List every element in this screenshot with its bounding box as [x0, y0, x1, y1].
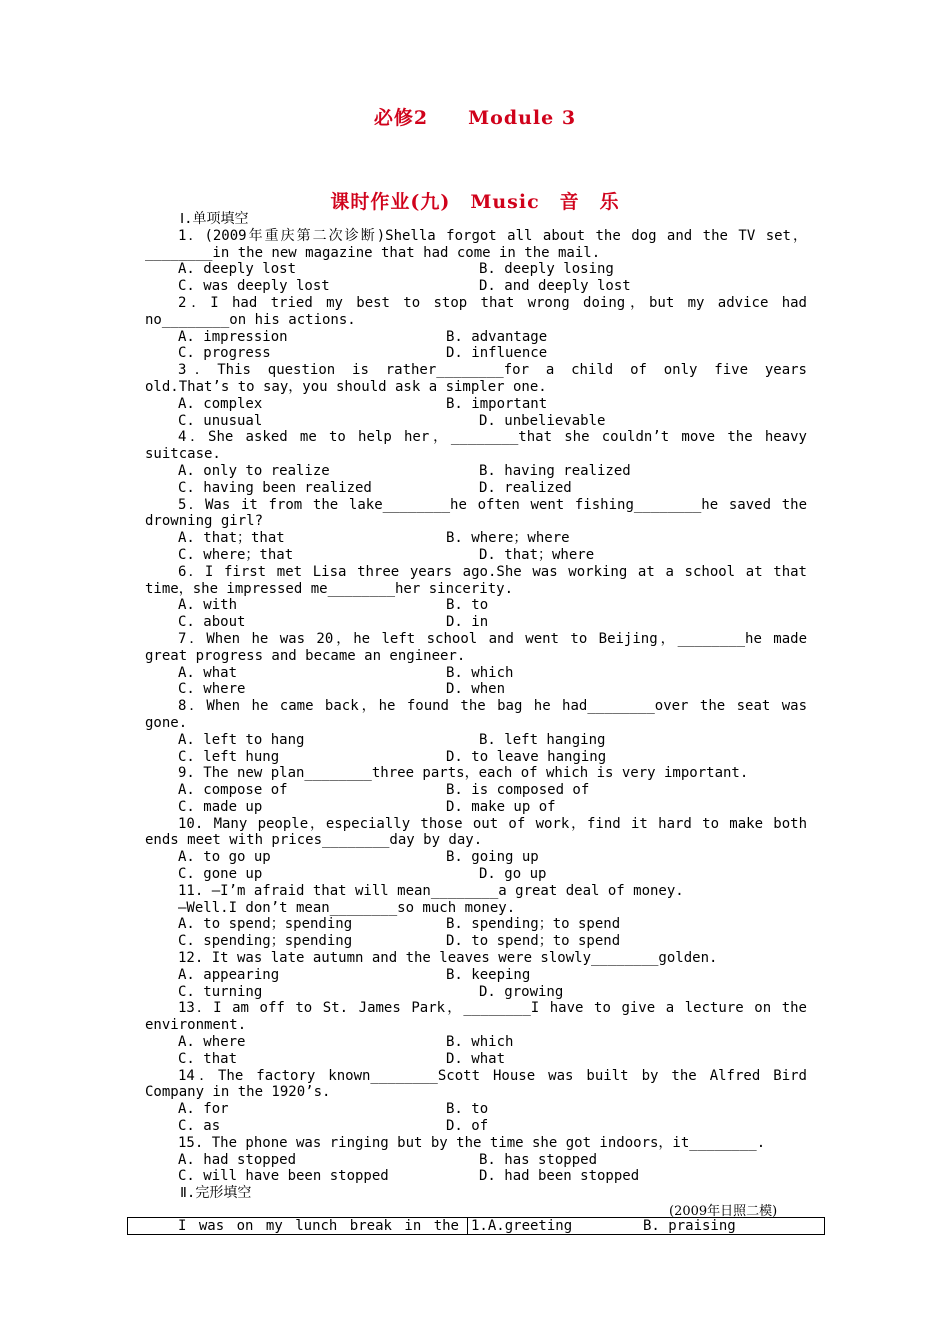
answer-option[interactable]: C. progress: [178, 345, 271, 362]
option-row: [145, 749, 807, 766]
answer-option[interactable]: A. to spend；spending: [178, 916, 353, 933]
question-stem: 10. Many people，especially those out of work，find it hard to make both ends meet with prices________day by day.: [145, 815, 807, 849]
question-stem: 3．This question is rather________for a child of only five years old.That’s to say，you should ask a simpler one.: [145, 362, 807, 395]
answer-option[interactable]: D. to spend；to spend: [446, 933, 621, 950]
option-row: [145, 1152, 807, 1169]
option-row: [145, 1118, 807, 1135]
answer-option[interactable]: D. of: [446, 1118, 489, 1135]
lesson-title: 课时作业(九) Music 音 乐: [330, 191, 620, 213]
answer-option[interactable]: A. only to realize: [178, 462, 330, 479]
answer-option[interactable]: B. is composed of: [446, 782, 590, 799]
option-row: [145, 261, 807, 278]
answer-option[interactable]: C. gone up: [178, 866, 263, 883]
option-row: [145, 396, 807, 413]
answer-option[interactable]: B. spending；to spend: [446, 916, 621, 933]
answer-option[interactable]: B. which: [446, 664, 514, 681]
answer-option[interactable]: C. turning: [178, 983, 263, 1000]
cloze-passage-cell: I was on my lunch break in the: [128, 1218, 468, 1234]
answer-option[interactable]: A. with: [178, 597, 238, 614]
answer-option[interactable]: A. had stopped: [178, 1151, 297, 1168]
answer-option[interactable]: D. when: [446, 681, 506, 698]
option-row: [145, 1101, 807, 1118]
answer-option[interactable]: B. going up: [446, 849, 539, 866]
answer-option[interactable]: D. influence: [446, 345, 548, 362]
option-row: [145, 1034, 807, 1051]
answer-option[interactable]: B. has stopped: [479, 1151, 598, 1168]
answer-option[interactable]: A. appearing: [178, 966, 280, 983]
option-row: [145, 547, 807, 564]
option-row: [145, 345, 807, 362]
answer-option[interactable]: C. will have been stopped: [178, 1168, 389, 1185]
answer-option[interactable]: C. spending；spending: [178, 933, 353, 950]
answer-option[interactable]: B. which: [446, 1034, 514, 1051]
answer-option[interactable]: C. was deeply lost: [178, 278, 330, 295]
answer-option[interactable]: B. left hanging: [479, 731, 606, 748]
answer-option[interactable]: D. what: [446, 1050, 506, 1067]
option-row: [145, 681, 807, 698]
answer-option[interactable]: C. having been realized: [178, 479, 372, 496]
answer-option[interactable]: D. that；where: [479, 546, 595, 563]
question-stem: 15. The phone was ringing but by the time she got indoors，it________.: [178, 1134, 766, 1151]
question-stem: 6．I first met Lisa three years ago.She was working at a school at that time，she impressed me________her sincerity.: [145, 563, 807, 597]
answer-option[interactable]: B. having realized: [479, 462, 631, 479]
option-row: [145, 614, 807, 631]
answer-option[interactable]: D. and deeply lost: [479, 278, 631, 295]
option-row: [145, 1168, 807, 1185]
answer-option[interactable]: C. unusual: [178, 412, 263, 429]
option-row: [145, 665, 807, 682]
answer-option[interactable]: D. had been stopped: [479, 1168, 640, 1185]
option-row: [145, 933, 807, 950]
option-row: [145, 530, 807, 547]
answer-option[interactable]: B. to: [446, 597, 489, 614]
answer-option[interactable]: B. advantage: [446, 328, 548, 345]
option-row: [145, 1051, 807, 1068]
answer-option[interactable]: C. about: [178, 614, 246, 631]
answer-option[interactable]: D. realized: [479, 479, 572, 496]
cloze-option-a: 1.A.greeting: [471, 1218, 573, 1234]
question-stem: 4．She asked me to help her，________that she couldn’t move the heavy suitcase.: [145, 429, 807, 463]
option-row: [145, 782, 807, 799]
answer-option[interactable]: A. that；that: [178, 530, 285, 547]
answer-option[interactable]: A. complex: [178, 395, 263, 412]
answer-option[interactable]: D. growing: [479, 983, 564, 1000]
question-list: [145, 228, 807, 1185]
answer-option[interactable]: A. impression: [178, 328, 288, 345]
cloze-source: (2009年日照二模): [669, 1204, 778, 1219]
option-row: [145, 732, 807, 749]
section-heading: Ⅰ.单项填空: [180, 211, 249, 227]
question-stem: 9. The new plan________three parts，each of which is very important.: [178, 765, 749, 782]
answer-option[interactable]: B. deeply losing: [479, 261, 614, 278]
answer-option[interactable]: C. made up: [178, 798, 263, 815]
question-stem: 13．I am off to St. James Park，________I have to give a lecture on the environment.: [145, 1000, 807, 1034]
answer-option[interactable]: A. compose of: [178, 782, 288, 799]
answer-option[interactable]: A. to go up: [178, 849, 271, 866]
cloze-table: [127, 1217, 825, 1235]
option-row: [145, 463, 807, 480]
question-stem: 14．The factory known________Scott House was built by the Alfred Bird Company in the 1920’s.: [145, 1067, 807, 1101]
answer-option[interactable]: A. where: [178, 1034, 246, 1051]
option-row: [145, 866, 807, 883]
answer-option[interactable]: D. make up of: [446, 798, 556, 815]
option-row: [145, 329, 807, 346]
answer-option[interactable]: C. where: [178, 681, 246, 698]
answer-option[interactable]: B. important: [446, 395, 548, 412]
answer-option[interactable]: C. as: [178, 1118, 221, 1135]
answer-option[interactable]: D. in: [446, 614, 489, 631]
question-stem-line2: —Well.I don’t mean________so much money.: [178, 899, 516, 916]
option-row: [145, 597, 807, 614]
question-stem: 2．I had tried my best to stop that wrong doing，but my advice had no________on his actions.: [145, 294, 807, 328]
cloze-options-cell: [468, 1218, 824, 1234]
answer-option[interactable]: C. where；that: [178, 546, 294, 563]
option-row: [145, 967, 807, 984]
option-row: [145, 984, 807, 1001]
question-stem: 1．(2009年重庆第二次诊断)Shella forgot all about the dog and the TV set，________in the new magazine that had come in the mail.: [145, 227, 807, 261]
question-stem: 8．When he came back，he found the bag he had________over the seat was gone.: [145, 698, 807, 731]
section-heading: Ⅱ.完形填空: [180, 1185, 252, 1202]
option-row: [145, 799, 807, 816]
answer-option[interactable]: C. that: [178, 1050, 238, 1067]
answer-option[interactable]: B. where；where: [446, 530, 570, 547]
option-row: [145, 413, 807, 430]
option-row: [145, 916, 807, 933]
exercise-body: [145, 211, 807, 1202]
option-row: [145, 278, 807, 295]
question-stem: 7．When he was 20，he left school and went to Beijing，________he made great progress and became an engineer.: [145, 630, 807, 664]
answer-option[interactable]: A. left to hang: [178, 731, 305, 748]
question-stem: 11. —I’m afraid that will mean________a great deal of money.: [178, 882, 684, 899]
answer-option[interactable]: B. keeping: [446, 966, 531, 983]
option-row: [145, 849, 807, 866]
question-stem: 12. It was late autumn and the leaves were slowly________golden.: [178, 950, 718, 967]
answer-option[interactable]: D. go up: [479, 866, 547, 883]
answer-option[interactable]: A. what: [178, 664, 238, 681]
cloze-option-b: B. praising: [643, 1218, 736, 1234]
module-title: 必修2 Module 3: [373, 107, 577, 129]
option-row: [145, 480, 807, 497]
answer-option[interactable]: B. to: [446, 1101, 489, 1118]
answer-option[interactable]: C. left hung: [178, 748, 280, 765]
answer-option[interactable]: D. unbelievable: [479, 412, 606, 429]
answer-option[interactable]: A. deeply lost: [178, 261, 297, 278]
question-stem: 5．Was it from the lake________he often went fishing________he saved the drowning girl?: [145, 496, 807, 530]
answer-option[interactable]: A. for: [178, 1101, 229, 1118]
answer-option[interactable]: D. to leave hanging: [446, 748, 607, 765]
